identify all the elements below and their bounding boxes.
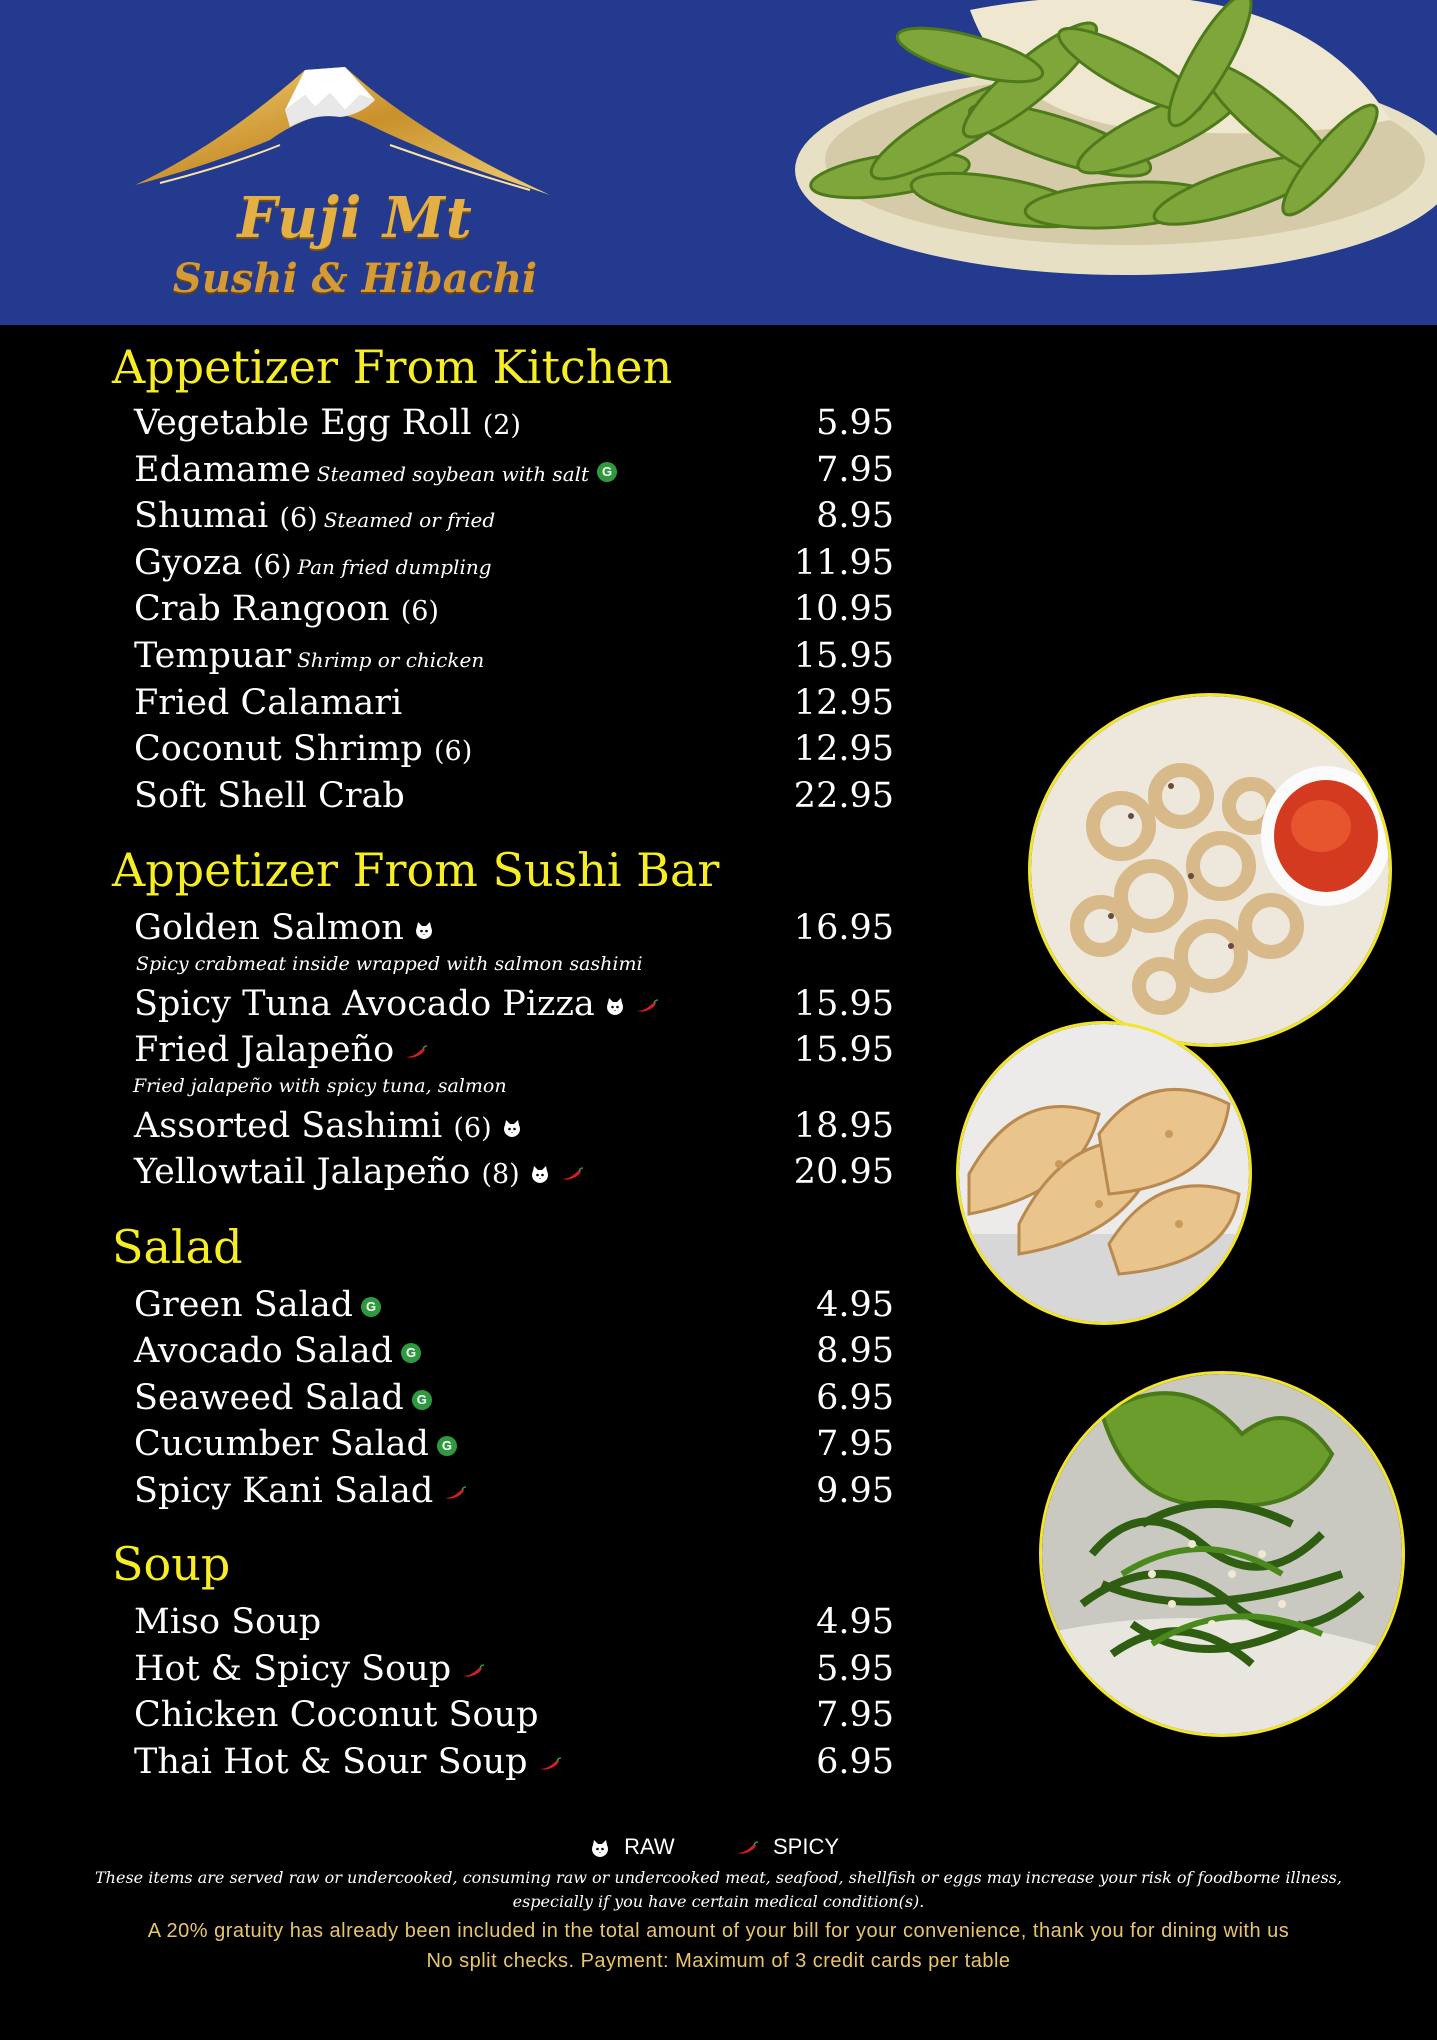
item-desc: Spicy crabmeat inside wrapped with salmon sashimi [136, 953, 643, 975]
section-title-kitchen: Appetizer From Kitchen [112, 340, 673, 394]
gluten-free-icon: G [437, 1436, 457, 1456]
menu-item [134, 496, 894, 540]
spicy-icon [560, 1167, 584, 1181]
menu-item [134, 683, 894, 727]
raw-icon [502, 1118, 522, 1138]
item-qty: (6) [253, 550, 292, 581]
icon-legend [0, 1834, 1437, 1860]
item-name: Miso Soup [134, 1602, 322, 1642]
item-name: Assorted Sashimi [134, 1106, 443, 1146]
raw-icon [605, 996, 625, 1016]
item-price: 11.95 [793, 543, 894, 583]
brand-name: Fuji Mt [237, 185, 473, 251]
menu-item [134, 1378, 894, 1422]
menu-item [134, 1602, 894, 1646]
gluten-free-icon: G [361, 1297, 381, 1317]
spicy-icon [538, 1757, 562, 1771]
menu-item [134, 1331, 894, 1375]
item-name: Fried Calamari [134, 683, 403, 723]
gluten-free-icon: G [597, 462, 617, 482]
section-title-sushi-bar: Appetizer From Sushi Bar [112, 843, 720, 897]
item-price: 7.95 [816, 1695, 894, 1735]
menu-item [134, 908, 894, 952]
item-desc: Steamed soybean with salt [316, 462, 590, 486]
gluten-free-icon: G [412, 1390, 432, 1410]
brand-tagline: Sushi & Hibachi [172, 255, 538, 302]
chili-pepper-icon [735, 1841, 759, 1855]
item-name: Gyoza [134, 543, 243, 583]
menu-item [134, 984, 894, 1028]
item-price: 8.95 [816, 1331, 894, 1371]
item-price: 22.95 [793, 776, 894, 816]
gyoza-photo [956, 1021, 1252, 1325]
menu-item [134, 1742, 894, 1786]
item-name: Tempuar [134, 636, 292, 676]
item-qty: (6) [433, 736, 473, 767]
edamame-photo [770, 0, 1437, 300]
item-name: Cucumber Salad [134, 1424, 429, 1464]
item-price: 7.95 [816, 1424, 894, 1464]
raw-icon [530, 1164, 550, 1184]
item-qty: (6) [400, 596, 439, 627]
item-name: Spicy Kani Salad [134, 1471, 434, 1511]
item-name: Shumai [134, 496, 269, 536]
item-price: 8.95 [816, 496, 894, 536]
item-price: 12.95 [793, 683, 894, 723]
raw-icon [590, 1838, 610, 1858]
menu-item [134, 1030, 894, 1074]
menu-item [134, 1424, 894, 1468]
spicy-icon [635, 999, 659, 1013]
item-desc: Fried jalapeño with spicy tuna, salmon [133, 1075, 507, 1097]
header-banner [0, 0, 1437, 325]
raw-icon [414, 920, 434, 940]
section-title-soup: Soup [112, 1537, 231, 1591]
item-price: 4.95 [816, 1602, 894, 1642]
item-desc: Pan fried dumpling [297, 555, 492, 579]
item-price: 7.95 [816, 450, 894, 490]
item-name: Soft Shell Crab [134, 776, 405, 816]
item-name: Thai Hot & Sour Soup [134, 1742, 528, 1782]
item-name: Green Salad [134, 1285, 354, 1325]
item-name: Golden Salmon [134, 908, 404, 948]
menu-item [134, 589, 894, 633]
item-price: 10.95 [793, 589, 894, 629]
gratuity-notice: A 20% gratuity has already been included in the total amount of your bill for your convenience, thank you for dining with us [147, 1920, 1290, 1942]
item-name: Crab Rangoon [134, 589, 390, 629]
spicy-icon [404, 1045, 428, 1059]
gluten-free-icon: G [401, 1343, 421, 1363]
item-price: 20.95 [793, 1152, 894, 1192]
item-desc: Shrimp or chicken [297, 648, 485, 672]
item-name: Hot & Spicy Soup [134, 1649, 452, 1689]
item-qty: (6) [453, 1113, 492, 1144]
item-price: 12.95 [793, 729, 894, 769]
calamari-photo [1028, 693, 1392, 1047]
menu-item [134, 776, 894, 820]
item-price: 15.95 [793, 1030, 894, 1070]
menu-item [134, 1152, 894, 1196]
raw-food-warning: These items are served raw or undercooked, consuming raw or undercooked meat, seafood, shellfish or eggs may increase your risk of foodborne illness, [95, 1868, 1342, 1887]
menu-item [134, 1695, 894, 1739]
menu-item [134, 1471, 894, 1515]
item-price: 6.95 [816, 1742, 894, 1782]
item-price: 9.95 [816, 1471, 894, 1511]
legend-spicy-label: SPICY [772, 1834, 840, 1859]
item-price: 15.95 [793, 984, 894, 1024]
item-desc: Steamed or fried [323, 508, 496, 532]
legend-raw-label: RAW [624, 1834, 675, 1859]
item-name: Spicy Tuna Avocado Pizza [134, 984, 595, 1024]
item-price: 16.95 [793, 908, 894, 948]
item-price: 18.95 [793, 1106, 894, 1146]
spicy-icon [443, 1486, 467, 1500]
item-price: 15.95 [793, 636, 894, 676]
item-name: Avocado Salad [134, 1331, 394, 1371]
item-price: 5.95 [816, 1649, 894, 1689]
item-price: 4.95 [816, 1285, 894, 1325]
section-title-salad: Salad [112, 1220, 243, 1274]
item-name: Coconut Shrimp [134, 729, 423, 769]
item-price: 6.95 [816, 1378, 894, 1418]
seaweed-salad-photo [1039, 1371, 1405, 1737]
item-name: Vegetable Egg Roll [134, 403, 472, 443]
item-price: 5.95 [816, 403, 894, 443]
menu-item [134, 729, 894, 773]
menu-item [134, 1285, 894, 1329]
item-name: Fried Jalapeño [134, 1030, 395, 1070]
menu-item [134, 1649, 894, 1693]
payment-notice: No split checks. Payment: Maximum of 3 credit cards per table [426, 1950, 1011, 1972]
item-qty: (6) [279, 503, 318, 534]
menu-item [134, 403, 894, 447]
item-name: Edamame [134, 450, 311, 490]
menu-item [134, 1106, 894, 1150]
menu-item [134, 543, 894, 587]
item-qty: (2) [482, 410, 521, 441]
item-name: Chicken Coconut Soup [134, 1695, 539, 1735]
menu-item [134, 450, 894, 494]
item-name: Seaweed Salad [134, 1378, 404, 1418]
menu-item [134, 636, 894, 680]
item-qty: (8) [481, 1159, 520, 1190]
raw-food-warning-2: especially if you have certain medical condition(s). [512, 1892, 925, 1911]
spicy-icon [461, 1664, 485, 1678]
item-name: Yellowtail Jalapeño [134, 1152, 471, 1192]
restaurant-logo [130, 55, 570, 315]
